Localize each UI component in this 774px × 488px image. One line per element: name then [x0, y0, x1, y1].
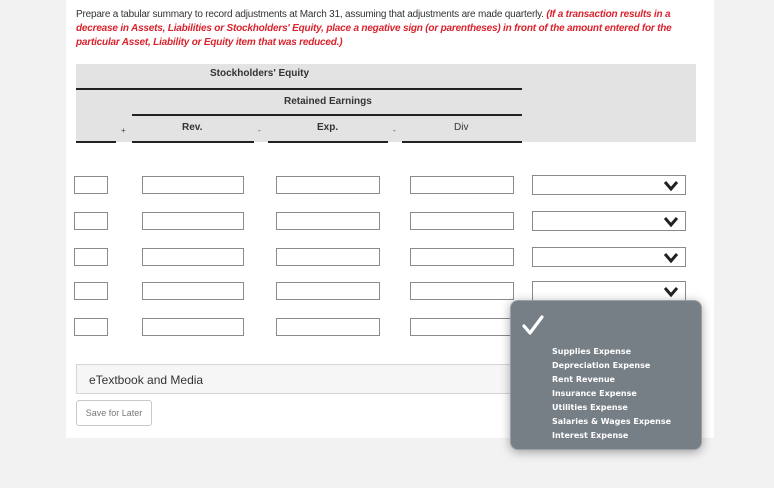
exp-input[interactable] [276, 248, 380, 266]
div-input[interactable] [410, 176, 514, 194]
partial-input[interactable] [74, 176, 108, 194]
chevron-down-icon [663, 286, 679, 298]
partial-input[interactable] [74, 248, 108, 266]
partial-input[interactable] [74, 318, 108, 336]
plus-operator: + [121, 126, 126, 135]
div-column-header: Div [454, 122, 469, 133]
account-select[interactable] [532, 175, 686, 195]
account-select[interactable] [532, 281, 686, 301]
rev-input[interactable] [142, 282, 244, 300]
column-underline [268, 141, 388, 143]
chevron-down-icon [663, 252, 679, 264]
dropdown-option[interactable]: Rent Revenue [552, 375, 615, 384]
save-for-later-button[interactable]: Save for Later [76, 400, 152, 426]
minus-operator: - [258, 126, 261, 135]
chevron-down-icon [663, 216, 679, 228]
rev-input[interactable] [142, 318, 244, 336]
dropdown-option[interactable]: Depreciation Expense [552, 361, 651, 370]
dropdown-option[interactable]: Utilities Expense [552, 403, 628, 412]
checkmark-icon [521, 313, 545, 337]
exp-input[interactable] [276, 176, 380, 194]
instructions-text: Prepare a tabular summary to record adjustments at March 31, assuming that adjustments are made quarterly. [76, 9, 544, 20]
column-underline [132, 141, 254, 143]
rev-input[interactable] [142, 176, 244, 194]
div-input[interactable] [410, 248, 514, 266]
account-select[interactable] [532, 247, 686, 267]
exp-column-header: Exp. [317, 122, 339, 133]
rev-input[interactable] [142, 248, 244, 266]
stockholders-equity-header: Stockholders' Equity [210, 68, 310, 79]
account-select[interactable] [532, 211, 686, 231]
instructions-emphasis: (If a transaction results in a decrease in Assets, Liabilities or Stockholders' Equity, place a negative sign (or parentheses) in front of the amount entered for the particular Asset, Liability or Equity item that was reduced.) [76, 9, 672, 48]
exp-input[interactable] [276, 318, 380, 336]
exp-input[interactable] [276, 282, 380, 300]
dropdown-options [552, 345, 671, 443]
div-input[interactable] [410, 282, 514, 300]
retained-earnings-header: Retained Earnings [284, 96, 372, 107]
div-input[interactable] [410, 318, 514, 336]
rev-column-header: Rev. [182, 122, 203, 133]
partial-input[interactable] [74, 212, 108, 230]
header-divider [76, 88, 522, 90]
dropdown-option[interactable]: Salaries & Wages Expense [552, 417, 672, 426]
retained-earnings-divider [132, 114, 522, 116]
account-dropdown-menu[interactable] [510, 300, 702, 450]
dropdown-option[interactable]: Interest Expense [552, 431, 629, 440]
chevron-down-icon [663, 180, 679, 192]
column-underline [76, 141, 116, 143]
dropdown-option[interactable]: Supplies Expense [552, 347, 632, 356]
exp-input[interactable] [276, 212, 380, 230]
table-header [76, 64, 696, 142]
rev-input[interactable] [142, 212, 244, 230]
dropdown-option[interactable]: Insurance Expense [552, 389, 637, 398]
minus-operator: - [393, 126, 396, 135]
div-input[interactable] [410, 212, 514, 230]
etextbook-media-section[interactable] [76, 364, 516, 394]
column-underline [402, 141, 522, 143]
etextbook-label: eTextbook and Media [89, 373, 204, 387]
instructions [76, 8, 700, 50]
partial-input[interactable] [74, 282, 108, 300]
